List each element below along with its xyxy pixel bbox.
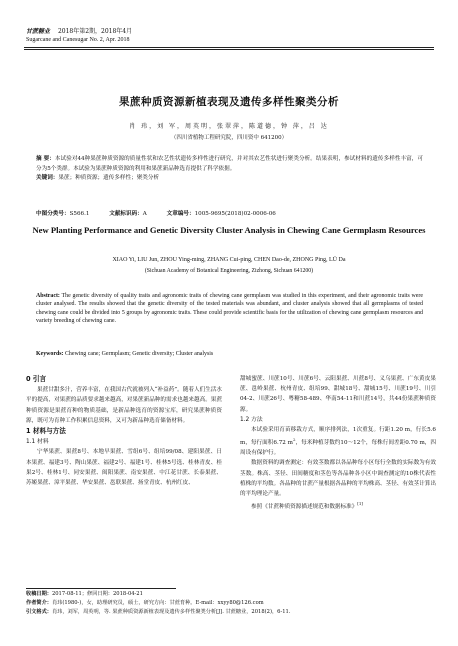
- footnotes: [26, 590, 436, 617]
- doc-code-label: 文献标识码：: [109, 211, 143, 217]
- article-id-label: 文章编号：: [166, 211, 195, 217]
- classification-line: [36, 209, 423, 217]
- paper-title-en: New Planting Performance and Genetic Diversity Cluster Analysis in Chewing Cane Germplasm Resources: [32, 225, 426, 235]
- section-heading-materials: 1 材料与方法: [26, 427, 66, 436]
- subsection-heading-materials: 1.1 材料: [26, 439, 49, 446]
- citation-label: 引文格式：: [26, 609, 52, 615]
- methods-paragraph-2: 数据资料的调查测定：有效茎数都以各品种每小区每行全数的实际数为有效茎数。株高、茎径、田间糖度和茎色等各品种各小区中调查测定的10株代表性植株的平均数。各品种的甘蔗产量根据各品种的平均株高、茎径、有效茎计算出的平均理论产量。: [240, 460, 436, 498]
- journal-name-cn: 甘蔗糖业: [26, 28, 51, 35]
- body-column-left: [26, 374, 222, 488]
- subsection-heading-methods: 1.2 方法: [240, 416, 263, 423]
- keywords-cn-label: 关键词：: [36, 175, 59, 181]
- keywords-cn: 果蔗；种质资源；遗传多样性；聚类分析: [58, 175, 160, 181]
- journal-name-en: Sugarcane and Canesugar No. 2, Apr. 2018: [26, 37, 130, 43]
- affiliation-cn: （四川省植物工程研究院，四川资中 641200）: [170, 135, 288, 141]
- abstract-en-label: Abstract:: [36, 293, 60, 299]
- journal-issue-cn: 2018年第2期，2018年4月: [57, 28, 133, 35]
- methods-text-3: 参照《甘蔗种质资源描述规范和数据标准》: [251, 504, 358, 511]
- received-dates: 2017-08-11；修回日期：2018-04-21: [51, 591, 143, 597]
- methods-paragraph-1: [240, 425, 436, 458]
- intro-paragraph: 果蔗甘甜多汁，营养丰富，在我国古代就被列入“补益药”。随着人们生活水平的提高，对果蔗的品质要求越来越高，对果蔗新品种的需求也越来越高。果蔗种质资源是果蔗育种的物质基础，是新品种选育的资源宝库，研究果蔗种质资源，既可为育种工作积累信息资料，又可为新品种选育储备材料。: [26, 387, 222, 424]
- clc-number: S566.1: [69, 211, 90, 217]
- header-rule-bottom: [24, 49, 434, 50]
- header-rule-top: [24, 47, 434, 48]
- author-bio-label: 作者简介：: [26, 600, 52, 606]
- methods-paragraph-3: [240, 499, 436, 512]
- methods-text-1b: ，每米种植芽数约10～12个，每株行间差距0.70 m，四周设有保护行。: [240, 440, 436, 457]
- article-id: 1005-9695(2018)02-0006-06: [194, 211, 276, 217]
- received-label: 收稿日期：: [26, 591, 52, 597]
- keywords-en-line: [36, 351, 423, 357]
- journal-header: [26, 27, 436, 45]
- authors-cn: 肖 玮，刘 军，周英明，张翠萍，陈道德，钟 萍，吕 达: [129, 123, 329, 130]
- affiliation-en: (Sichuan Academy of Botanical Engineering, Zizhong, Sichuan 641200): [144, 268, 314, 274]
- keywords-en-label: Keywords:: [36, 351, 64, 357]
- section-heading-intro: 0 引言: [26, 375, 47, 383]
- materials-paragraph: 宁华果蔗、果蔗8号、本地早果蔗、雪组6号、组培99/08、建阳果蔗、日本果蔗、福建3号、陶山果蔗、福建2号、福建1号、桂林5号选、桂林青皮、桂果2号、桂林1号、同安果蔗、闽阳果蔗、南安果蔗、中江花甘蔗、长泰果蔗、苏姬果蔗、漳平果蔗、华安果蔗、邕联果蔗、扬堂青皮、杭州红皮、: [26, 449, 222, 487]
- body-column-right: [240, 374, 436, 512]
- doc-code: A: [142, 211, 147, 217]
- methods-text-1: 本试验采用育苗移栽方式，顺序排列法，1次重复。行距1.20 m，行长5.6 m，每行面积6.72 m: [240, 427, 436, 447]
- materials-paragraph-continued: 甜城蜜蔗、川蔗10号、川蔗6号、云阳果蔗、川蔗8号、义乌果蔗、广东黄皮果蔗、邕岭果蔗、杭州青皮、组培99、甜城18号、甜城15号、川蔗19号、川引04-2、川蔗26号、粤糖58-489、华南54-11和川蔗14号，共44份果蔗种质资源。: [240, 376, 436, 413]
- area-unit-superscript: 2: [292, 437, 296, 443]
- citation-ref-1: [1]: [357, 501, 363, 507]
- abstract-en: [36, 292, 423, 326]
- clc-label: 中图分类号：: [36, 211, 70, 217]
- paper-title-cn: 果蔗种质资源新植表现及遗传多样性聚类分析: [119, 96, 339, 108]
- abstract-cn-text: 本试验对44种果蔗种质资源的质量性状和农艺性状遗传多样性进行研究，并对其农艺性状进行聚类分析。结果表明，参试材料的遗传多样性丰富，可分为5个类群。本试验为果蔗种质资源的利用和果蔗新品种选育提供了科学依据。: [36, 156, 423, 172]
- citation-format: 肖玮，刘军，周英明，等. 果蔗种质资源新植表现及遗传多样性聚类分析[J]. 甘蔗糖业，2018(2)，6-11.: [51, 609, 291, 615]
- author-bio: 肖玮(1980-)，女，助理研究员，硕士，研究方向：甘蔗育种。E-mail：xxyy80@126.com: [51, 600, 264, 606]
- keywords-en: Chewing cane; Germplasm; Genetic diversity; Cluster analysis: [64, 351, 214, 357]
- authors-en: XIAO Yi, LIU Jun, ZHOU Ying-ming, ZHANG Cui-ping, CHEN Dao-de, ZHONG Ping, LÜ Da: [112, 257, 346, 263]
- abstract-cn: [36, 155, 423, 184]
- abstract-cn-label: 摘 要：: [36, 156, 55, 162]
- footnote-rule: [26, 588, 176, 589]
- abstract-en-text: The genetic diversity of quality traits and agronomic traits of chewing cane germplasm was studied in this experiment, and their agronomic traits were cluster analysed. The results showed that the genetic diversity of the tested materials was abundant, and cluster analysis showed that all germplasms of tested chewing cane could be divided into 5 groups by agronomic traits. These could provide scientific basis for the utilization of chewing cane germplasm resources and variety breeding of chewing cane.: [36, 293, 423, 325]
